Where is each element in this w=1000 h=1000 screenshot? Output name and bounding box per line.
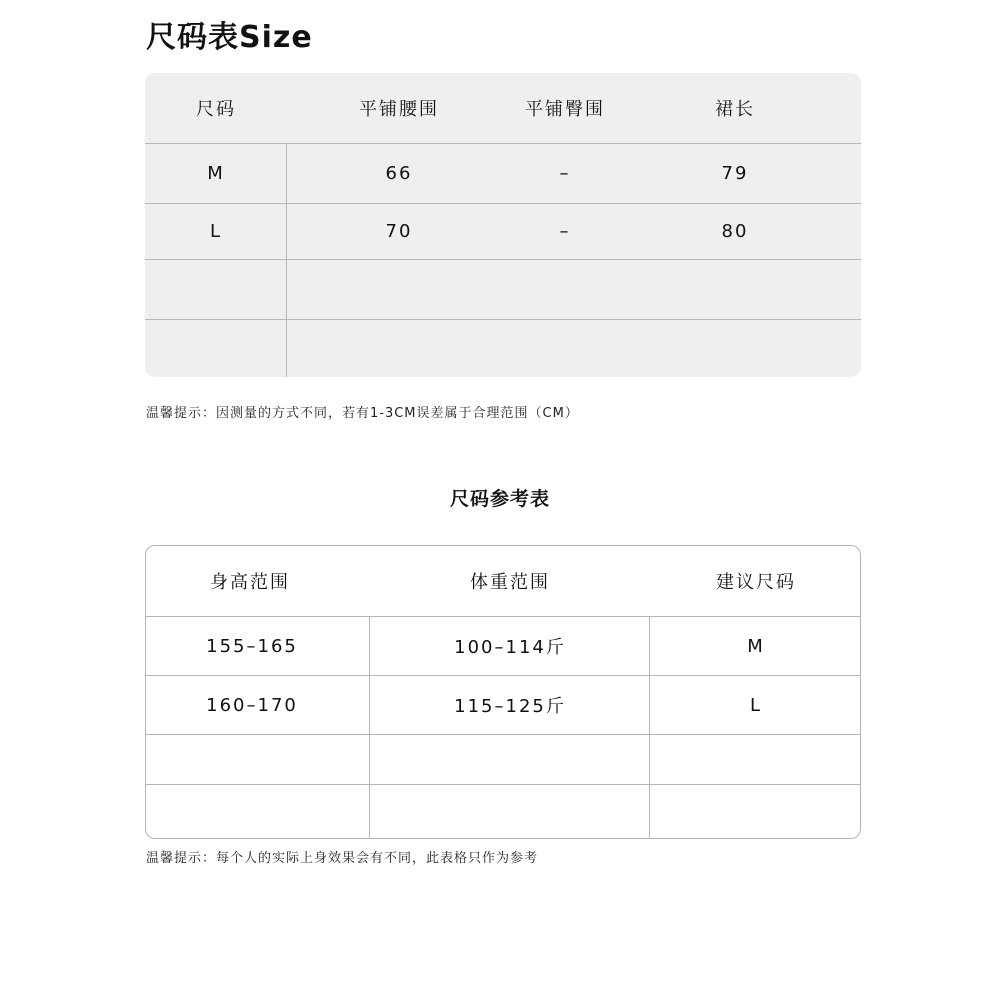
skirt-length-cell: 80 [721, 221, 749, 242]
page-title: 尺码表Size [146, 20, 313, 55]
waist-cell [327, 320, 471, 377]
height-cell: 160–170 [206, 694, 298, 716]
size-cell [145, 260, 287, 319]
height-cell: 155–165 [206, 635, 298, 657]
hip-cell: – [559, 163, 571, 184]
table-row [146, 676, 860, 735]
weight-cell: 115–125斤 [454, 696, 566, 717]
header-weight-range: 体重范围 [470, 572, 550, 593]
hip-cell [493, 260, 637, 319]
waist-cell: 66 [385, 163, 413, 184]
table-row [146, 735, 860, 785]
reference-table [145, 545, 861, 839]
suggested-size-cell [650, 735, 861, 784]
table-row [145, 204, 861, 260]
header-hip: 平铺臀围 [525, 99, 605, 120]
header-suggested-size: 建议尺码 [716, 572, 796, 593]
height-cell [146, 785, 358, 838]
header-waist: 平铺腰围 [359, 99, 439, 120]
height-cell [146, 735, 358, 784]
reference-note: 温馨提示：每个人的实际上身效果会有不同，此表格只作为参考 [146, 851, 539, 866]
suggested-size-cell: M [747, 635, 765, 657]
column-divider [286, 143, 287, 377]
header-size: 尺码 [196, 99, 236, 120]
table-row [145, 320, 861, 377]
weight-cell [370, 785, 650, 838]
waist-cell [327, 260, 471, 319]
waist-cell: 70 [385, 221, 413, 242]
size-table [145, 73, 861, 377]
table-row [146, 785, 860, 838]
hip-cell [493, 320, 637, 377]
skirt-length-cell [663, 320, 807, 377]
table-row [145, 260, 861, 320]
column-divider [649, 617, 650, 838]
suggested-size-cell: L [749, 694, 763, 716]
header-height-range: 身高范围 [210, 572, 290, 593]
measurement-note: 温馨提示：因测量的方式不同，若有1-3CM误差属于合理范围（CM） [146, 406, 579, 421]
size-table-header-row [145, 73, 861, 144]
size-cell: L [209, 221, 223, 242]
reference-header-row [146, 546, 860, 617]
hip-cell: – [559, 221, 571, 242]
column-divider [369, 617, 370, 838]
skirt-length-cell: 79 [721, 163, 749, 184]
size-cell: M [207, 163, 225, 184]
weight-cell: 100–114斤 [454, 637, 566, 658]
header-skirt-length: 裙长 [715, 99, 755, 120]
suggested-size-cell [650, 785, 861, 838]
skirt-length-cell [663, 260, 807, 319]
weight-cell [370, 735, 650, 784]
table-row [146, 617, 860, 676]
reference-title: 尺码参考表 [449, 488, 550, 510]
size-cell [145, 320, 287, 377]
table-row [145, 144, 861, 204]
